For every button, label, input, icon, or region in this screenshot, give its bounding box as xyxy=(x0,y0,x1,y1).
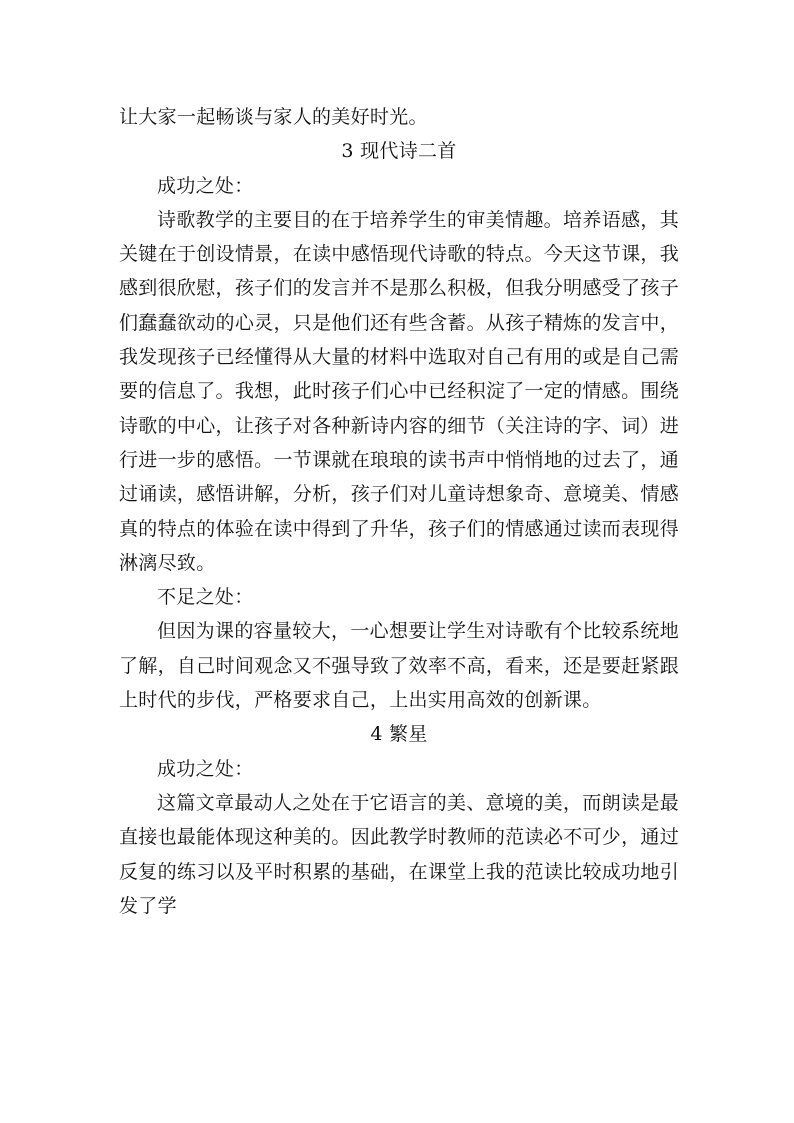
subsection-label: 成功之处： xyxy=(157,174,254,197)
section-heading: 4 繁星 xyxy=(370,723,428,746)
subsection-label: 不足之处： xyxy=(157,586,254,609)
body-paragraph: 让大家一起畅谈与家人的美好时光。 xyxy=(119,106,428,128)
document-body xyxy=(119,100,679,923)
subsection-label: 成功之处： xyxy=(157,757,254,780)
body-paragraph: 但因为课的容量较大，一心想要让学生对诗歌有个比较系统地了解，自己时间观念又不强导致了效率不高，看来，还是要赶紧跟上时代的步伐，严格要求自己，上出实用高效的创新课。 xyxy=(119,620,679,712)
section-heading: 3 现代诗二首 xyxy=(341,140,457,163)
body-paragraph: 诗歌教学的主要目的在于培养学生的审美情趣。培养语感，其关键在于创设情景，在读中感悟现代诗歌的特点。今天这节课，我感到很欣慰，孩子们的发言并不是那么积极，但我分明感受了孩子们蠢蠢欲动的心灵，只是他们还有些含蓄。从孩子精炼的发言中，我发现孩子已经懂得从大量的材料中选取对自己有用的或是自己需要的信息了。我想，此时孩子们心中已经积淀了一定的情感。围绕诗歌的中心，让孩子对各种新诗内容的细节（关注诗的字、词）进行进一步的感悟。一节课就在琅琅的读书声中悄悄地的过去了，通过诵读，感悟讲解，分析，孩子们对儿童诗想象奇、意境美、情感真的特点的体验在读中得到了升华，孩子们的情感通过读而表现得淋漓尽致。 xyxy=(119,208,679,574)
body-paragraph: 这篇文章最动人之处在于它语言的美、意境的美，而朗读是最直接也最能体现这种美的。因此教学时教师的范读必不可少，通过反复的练习以及平时积累的基础，在课堂上我的范读比较成功地引发了学 xyxy=(119,791,679,917)
